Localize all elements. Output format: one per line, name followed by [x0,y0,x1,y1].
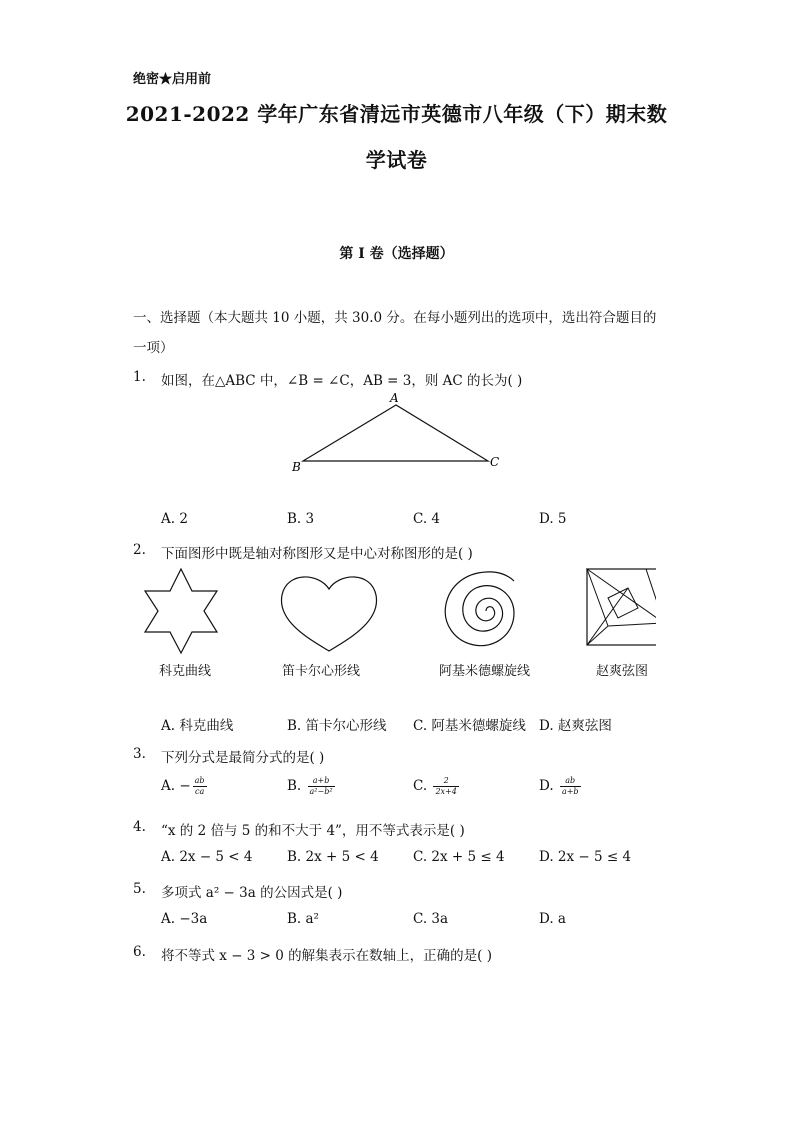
q3-stem: 下列分式是最简分式的是( ) [161,750,325,766]
q3-option-a-sign: − [179,778,191,794]
q3-number: 3. [133,746,146,762]
fraction-numerator: ab [560,776,581,787]
fraction-numerator: a+b [308,776,335,787]
fraction-numerator: 2 [433,776,458,787]
q2-option-c[interactable]: C. 阿基米德螺旋线 [413,718,526,734]
koch-curve-figure [140,566,222,656]
caption-spiral: 阿基米德螺旋线 [439,664,531,679]
q3-option-b-letter: B. [287,778,302,794]
fraction-numerator: ab [194,776,205,785]
q3-option-c-fraction [433,776,458,797]
q3-option-b[interactable] [287,776,335,797]
q3-option-b-fraction [308,776,335,797]
spiral-shape [445,572,514,646]
spiral-figure [436,567,528,655]
q5-option-d[interactable]: D. a [539,911,566,927]
q5-option-a[interactable]: A. −3a [161,911,208,927]
confidential-mark: 绝密★启用前 [133,72,212,87]
vertex-b-label: B [292,460,301,474]
q1-option-c[interactable]: C. 4 [413,511,441,527]
q1-option-b[interactable]: B. 3 [287,511,315,527]
q2-stem: 下面图形中既是轴对称图形又是中心对称图形的是( ) [161,546,473,562]
q5-option-b[interactable]: B. a² [287,911,319,927]
q3-option-a-fraction [193,776,207,797]
caption-cardioid: 笛卡尔心形线 [282,664,361,679]
fraction-denominator: 2x+4 [435,787,457,796]
q3-option-c-letter: C. [413,778,428,794]
q5-option-c[interactable]: C. 3a [413,911,449,927]
q2-option-a[interactable]: A. 科克曲线 [161,718,234,734]
q1-stem: 如图，在△ABC 中，∠B = ∠C，AB = 3，则 AC 的长为( ) [161,373,523,389]
q4-stem: “x 的 2 倍与 5 的和不大于 4”，用不等式表示是( ) [161,823,465,839]
caption-koch: 科克曲线 [159,664,212,679]
q4-option-d[interactable]: D. 2x − 5 ≤ 4 [539,849,632,865]
part-heading: 第 I 卷（选择题） [339,246,454,262]
q2-number: 2. [133,542,146,558]
koch-star-shape [145,569,217,653]
section-instructions-line2: 一项） [133,340,174,356]
q4-option-b[interactable]: B. 2x + 5 < 4 [287,849,379,865]
vertex-c-label: C [490,455,500,469]
cardioid-shape [281,577,376,651]
q6-stem: 将不等式 x − 3 > 0 的解集表示在数轴上，正确的是( ) [161,948,492,964]
exam-title-line1: 2021-2022 学年广东省清远市英德市八年级（下）期末数 [125,102,668,126]
q2-option-b[interactable]: B. 笛卡尔心形线 [287,718,387,734]
fraction-denominator: a+b [561,787,579,796]
triangle-abc [303,405,488,461]
q4-option-c[interactable]: C. 2x + 5 ≤ 4 [413,849,505,865]
caption-zhao-shuang: 赵爽弦图 [596,664,649,679]
q5-number: 5. [133,881,146,897]
q3-option-a-letter: A. [161,778,176,794]
q1-option-d[interactable]: D. 5 [539,511,567,527]
q1-triangle-figure [285,388,510,476]
q3-option-c[interactable] [413,776,459,797]
section-instructions-line1: 一、选择题（本大题共 10 小题，共 30.0 分。在每小题列出的选项中，选出符合题目的 [133,310,657,326]
q3-option-d-letter: D. [539,778,554,794]
q3-option-d-fraction [560,776,581,797]
q6-number: 6. [133,944,146,960]
cardioid-figure [279,571,379,653]
fraction-denominator: a²−b² [309,787,333,796]
q5-stem: 多项式 a² − 3a 的公因式是( ) [161,885,343,901]
exam-title-line2: 学试卷 [365,148,428,172]
q1-number: 1. [133,369,146,385]
q2-option-d[interactable]: D. 赵爽弦图 [539,718,612,734]
vertex-a-label: A [390,391,399,405]
zhao-shuang-figure [586,568,656,648]
fraction-denominator: ca [194,787,205,796]
q4-number: 4. [133,819,146,835]
q1-option-a[interactable]: A. 2 [161,511,188,527]
q3-option-a[interactable] [161,776,207,797]
q4-option-a[interactable]: A. 2x − 5 < 4 [161,849,253,865]
q3-option-d[interactable] [539,776,581,797]
